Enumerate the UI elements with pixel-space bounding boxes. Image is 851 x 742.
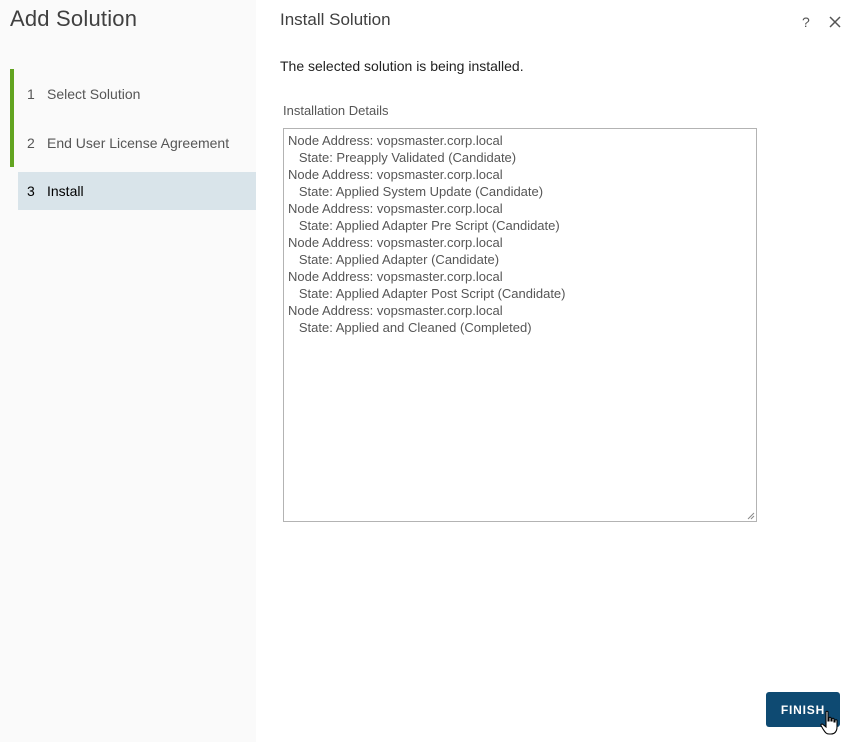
details-line: State: Applied and Cleaned (Completed): [288, 320, 532, 335]
details-line: Node Address: vopsmaster.corp.local: [288, 167, 503, 182]
step-select-solution[interactable]: [10, 69, 256, 118]
wizard-title: Add Solution: [10, 6, 138, 31]
details-line: State: Applied Adapter Post Script (Candidate): [288, 286, 566, 301]
close-icon[interactable]: [827, 14, 843, 30]
step-install[interactable]: [18, 172, 256, 210]
finish-button[interactable]: FINISH: [766, 692, 840, 727]
step-label: Install: [47, 183, 84, 199]
details-line: State: Applied Adapter Pre Script (Candidate): [288, 218, 560, 233]
details-line: Node Address: vopsmaster.corp.local: [288, 133, 503, 148]
step-label: Select Solution: [47, 85, 141, 102]
step-eula[interactable]: [10, 118, 256, 167]
step-number: 3: [27, 183, 35, 199]
question-mark-icon[interactable]: ?: [802, 14, 810, 30]
wizard-sidebar: [0, 0, 256, 742]
install-status-message: The selected solution is being installed.: [280, 58, 524, 74]
wizard-steps: [10, 69, 256, 210]
hand-pointer-icon: [820, 710, 840, 736]
details-line: Node Address: vopsmaster.corp.local: [288, 235, 503, 250]
details-line: Node Address: vopsmaster.corp.local: [288, 269, 503, 284]
step-label: End User License Agreement: [47, 134, 230, 151]
step-number: 2: [27, 134, 35, 151]
installation-details-textarea[interactable]: [283, 128, 757, 522]
step-progress-rail: [10, 69, 14, 118]
resize-handle-icon[interactable]: [746, 511, 755, 520]
installation-details-label: Installation Details: [283, 103, 389, 118]
details-line: Node Address: vopsmaster.corp.local: [288, 303, 503, 318]
details-line: State: Applied Adapter (Candidate): [288, 252, 500, 267]
details-line: State: Preapply Validated (Candidate): [288, 150, 517, 165]
details-line: State: Applied System Update (Candidate): [288, 184, 544, 199]
step-progress-rail: [10, 118, 14, 167]
details-line: Node Address: vopsmaster.corp.local: [288, 201, 503, 216]
step-number: 1: [27, 85, 35, 102]
page-title: Install Solution: [280, 10, 391, 29]
